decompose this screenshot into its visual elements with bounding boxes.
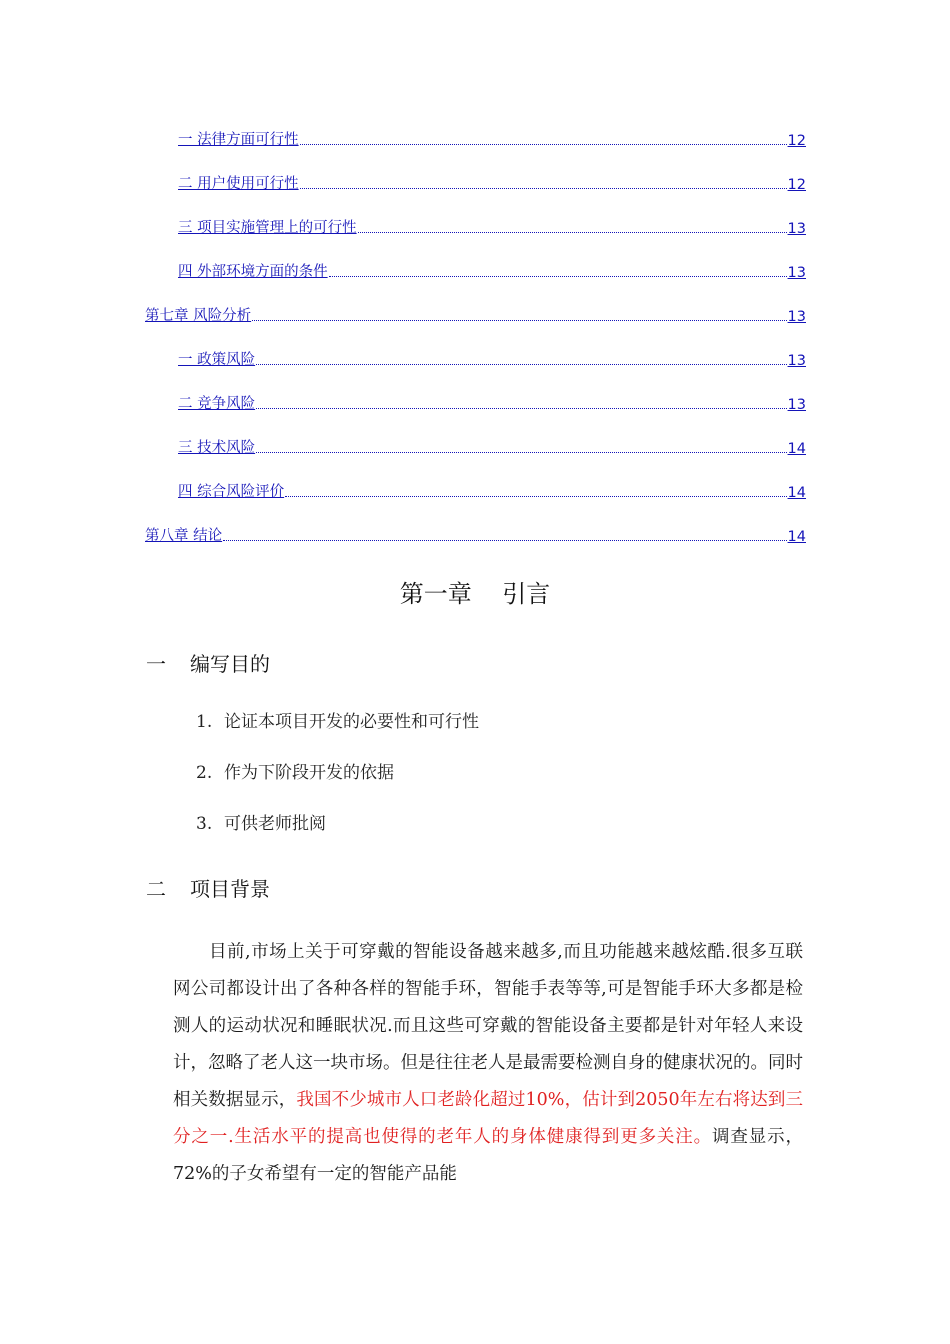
toc-entry-page: 12 — [787, 133, 806, 149]
section-number: 一 — [146, 652, 166, 676]
toc-dot-leader — [256, 363, 786, 365]
toc-entry-label: 二 用户使用可行性 — [178, 176, 299, 192]
toc-entry-page: 13 — [787, 353, 806, 369]
toc-entry-page: 14 — [787, 441, 806, 457]
highlighted-text: 我国不少城市人口老龄化超过10%，估计到2050年左右将达到三分之一.生活水平的提高也使得的老年人的身体健康得到更多关注。 — [173, 1090, 803, 1147]
toc-entry[interactable] — [178, 435, 806, 457]
toc-entry[interactable] — [178, 347, 806, 369]
toc-entry-label: 三 技术风险 — [178, 440, 256, 456]
toc-dot-leader — [300, 187, 787, 189]
toc-entry[interactable] — [178, 127, 806, 149]
toc-entry-label: 一 政策风险 — [178, 352, 256, 368]
toc-entry-page: 13 — [787, 397, 806, 413]
toc-entry-page: 13 — [787, 221, 806, 237]
toc-dot-leader — [285, 495, 786, 497]
toc-entry-page: 14 — [787, 529, 806, 545]
toc-entry[interactable] — [145, 303, 806, 325]
toc-entry-page: 13 — [787, 309, 806, 325]
background-paragraph — [173, 934, 803, 1193]
toc-entry-page: 13 — [787, 265, 806, 281]
list-item — [196, 758, 394, 783]
list-item — [196, 707, 479, 732]
toc-dot-leader — [256, 407, 786, 409]
toc-entry[interactable] — [178, 259, 806, 281]
toc-dot-leader — [358, 231, 787, 233]
toc-entry[interactable] — [145, 523, 806, 545]
list-item-number: 3. — [196, 814, 213, 834]
toc-entry-label: 一 法律方面可行性 — [178, 132, 299, 148]
chapter-title: 第一章 引言 — [399, 580, 551, 608]
paragraph-text: 调查显示，72%的子女希望有一定的智能产品能 — [173, 1127, 804, 1184]
section-heading-purpose — [146, 648, 270, 677]
list-item-number: 2. — [196, 763, 213, 783]
section-heading-background — [146, 873, 270, 902]
toc-entry-page: 14 — [787, 485, 806, 501]
toc-dot-leader — [329, 275, 787, 277]
toc-entry[interactable] — [178, 215, 806, 237]
toc-entry-label: 第七章 风险分析 — [145, 308, 252, 324]
toc-dot-leader — [223, 539, 786, 541]
paragraph-text: 目前,市场上关于可穿戴的智能设备越来越多,而且功能越来越炫酷.很多互联网公司都设计出了各种各样的智能手环，智能手表等等,可是智能手环大多都是检测人的运动状况和睡眠状况.而且这些可穿戴的智能设备主要都是针对年轻人来设计，忽略了老人这一块市场。但是往往老人是最需要检测自身的健康状况的。同时相关数据显示， — [173, 942, 803, 1110]
toc-entry-label: 三 项目实施管理上的可行性 — [178, 220, 357, 236]
list-item-text: 可供老师批阅 — [224, 814, 326, 834]
list-item-text: 作为下阶段开发的依据 — [224, 763, 394, 783]
section-title: 项目背景 — [190, 877, 270, 901]
toc-entry[interactable] — [178, 479, 806, 501]
toc-entry-label: 二 竞争风险 — [178, 396, 256, 412]
toc-dot-leader — [252, 319, 786, 321]
toc-dot-leader — [300, 143, 787, 145]
section-number: 二 — [146, 877, 166, 901]
toc-entry-label: 四 综合风险评价 — [178, 484, 285, 500]
section-title: 编写目的 — [190, 652, 270, 676]
list-item-number: 1. — [196, 712, 213, 732]
toc-entry-label: 第八章 结论 — [145, 528, 223, 544]
toc-entry-label: 四 外部环境方面的条件 — [178, 264, 328, 280]
toc-entry-page: 12 — [787, 177, 806, 193]
list-item — [196, 809, 326, 834]
list-item-text: 论证本项目开发的必要性和可行性 — [224, 712, 479, 732]
toc-dot-leader — [256, 451, 786, 453]
toc-entry[interactable] — [178, 171, 806, 193]
toc-entry[interactable] — [178, 391, 806, 413]
